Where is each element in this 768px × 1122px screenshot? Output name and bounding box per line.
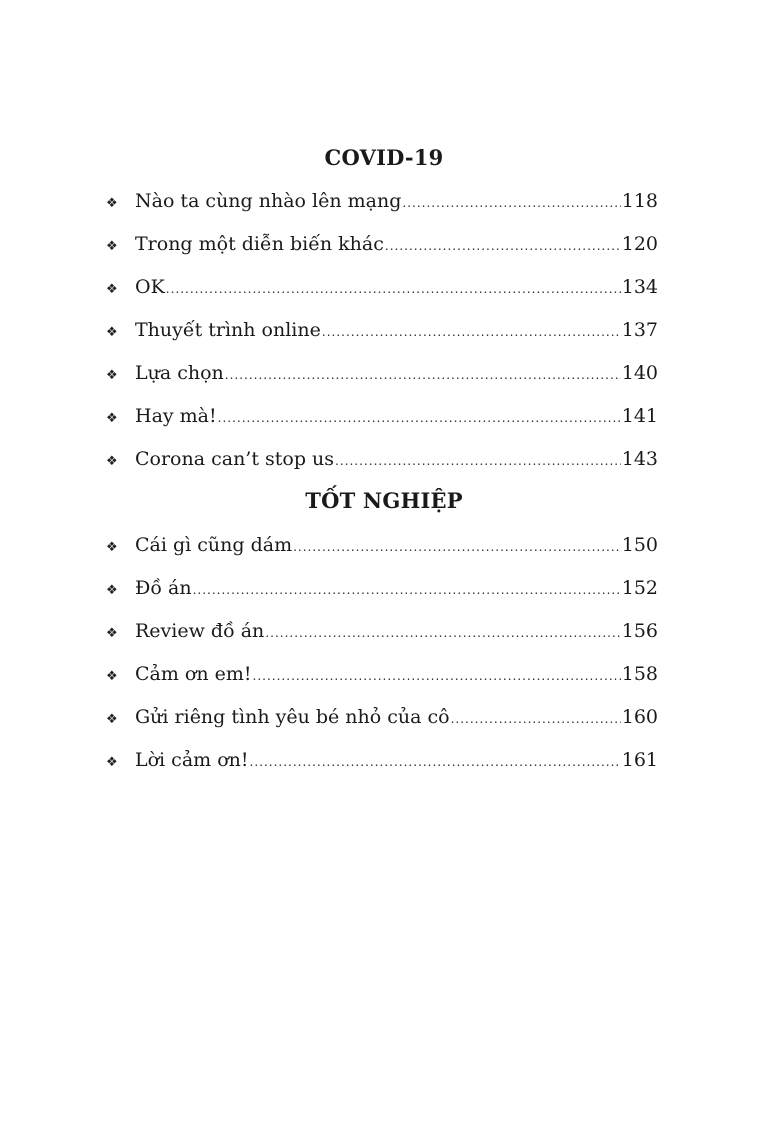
toc-entry-page: 158 — [621, 663, 658, 685]
toc-entry-title: OK — [135, 276, 165, 298]
toc-entry-page: 134 — [621, 276, 658, 298]
toc-entry[interactable] — [106, 745, 658, 775]
toc-entry[interactable] — [106, 659, 658, 689]
toc-entry-title: Cái gì cũng dám — [135, 534, 293, 556]
toc-entry-page: 160 — [621, 706, 658, 728]
diamond-bullet-icon: ❖ — [106, 368, 118, 383]
dot-leader — [265, 618, 620, 648]
diamond-bullet-icon: ❖ — [106, 196, 118, 211]
toc-entry-title: Hay mà! — [135, 405, 217, 427]
toc-entry[interactable] — [106, 444, 658, 474]
dot-leader — [166, 274, 621, 304]
toc-entry[interactable] — [106, 616, 658, 646]
toc-entry-page: 118 — [621, 190, 658, 212]
toc-entry-page: 152 — [621, 577, 658, 599]
toc-entry-page: 140 — [621, 362, 658, 384]
dot-leader — [253, 661, 621, 691]
diamond-bullet-icon: ❖ — [106, 540, 118, 555]
toc-entry-title: Lựa chọn — [135, 362, 224, 384]
toc-entry-title: Đồ án — [135, 577, 192, 599]
toc-entry-title: Review đồ án — [135, 620, 265, 642]
toc-entry[interactable] — [106, 530, 658, 560]
dot-leader — [250, 747, 621, 777]
dot-leader — [402, 188, 620, 218]
dot-leader — [293, 532, 621, 562]
toc-entry[interactable] — [106, 401, 658, 431]
toc-entry-page: 161 — [621, 749, 658, 771]
toc-entry-title: Trong một diễn biến khác — [135, 233, 384, 255]
diamond-bullet-icon: ❖ — [106, 454, 118, 469]
toc-entry-title: Thuyết trình online — [135, 319, 321, 341]
toc-entry-page: 143 — [621, 448, 658, 470]
diamond-bullet-icon: ❖ — [106, 325, 118, 340]
diamond-bullet-icon: ❖ — [106, 411, 118, 426]
toc-entry[interactable] — [106, 315, 658, 345]
toc-entry-page: 137 — [621, 319, 658, 341]
diamond-bullet-icon: ❖ — [106, 712, 118, 727]
toc-entry[interactable] — [106, 186, 658, 216]
diamond-bullet-icon: ❖ — [106, 239, 118, 254]
section-title-tot-nghiep: TỐT NGHIỆP — [305, 488, 463, 513]
toc-entry-title: Corona can’t stop us — [135, 448, 335, 470]
diamond-bullet-icon: ❖ — [106, 669, 118, 684]
diamond-bullet-icon: ❖ — [106, 583, 118, 598]
diamond-bullet-icon: ❖ — [106, 755, 118, 770]
section-title-covid: COVID-19 — [324, 145, 444, 170]
dot-leader — [322, 317, 621, 347]
toc-entry[interactable] — [106, 229, 658, 259]
dot-leader — [385, 231, 621, 261]
diamond-bullet-icon: ❖ — [106, 626, 118, 641]
dot-leader — [335, 446, 621, 476]
toc-entry-title: Gửi riêng tình yêu bé nhỏ của cô — [135, 706, 450, 728]
dot-leader — [225, 360, 621, 390]
toc-entry[interactable] — [106, 358, 658, 388]
diamond-bullet-icon: ❖ — [106, 282, 118, 297]
toc-entry-page: 150 — [621, 534, 658, 556]
toc-entry-page: 120 — [621, 233, 658, 255]
toc-entry-title: Lời cảm ơn! — [135, 749, 249, 771]
toc-entry[interactable] — [106, 272, 658, 302]
toc-entry-title: Cảm ơn em! — [135, 663, 252, 685]
toc-entry-page: 156 — [621, 620, 658, 642]
dot-leader — [218, 403, 621, 433]
toc-entry[interactable] — [106, 702, 658, 732]
dot-leader — [193, 575, 621, 605]
toc-entry-title: Nào ta cùng nhào lên mạng — [135, 190, 402, 212]
dot-leader — [451, 704, 621, 734]
toc-entry-page: 141 — [621, 405, 658, 427]
toc-entry[interactable] — [106, 573, 658, 603]
